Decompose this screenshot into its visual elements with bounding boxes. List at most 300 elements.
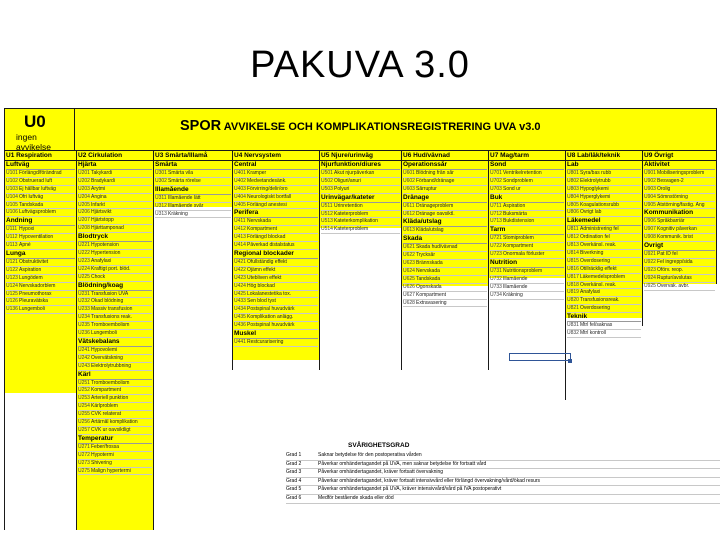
left-border <box>4 108 5 530</box>
code-row <box>6 209 75 217</box>
row-code: U621 <box>403 244 415 251</box>
row-code: U236 <box>78 330 90 337</box>
severity-table <box>286 442 720 504</box>
row-code: U821 <box>567 305 579 312</box>
code-row <box>6 170 75 178</box>
row-label: Oliguri/anuri <box>334 177 361 184</box>
u0-divider <box>74 108 75 150</box>
row-label: Sårruptur <box>416 185 437 192</box>
column-u3 <box>155 161 231 218</box>
code-row <box>321 218 400 226</box>
code-row <box>78 298 152 306</box>
row-code: U312 <box>155 202 167 209</box>
code-row <box>644 283 715 291</box>
code-row <box>6 306 75 314</box>
row-label: Övervak. avbr. <box>657 282 690 289</box>
row-label: Lokalanestetika tox. <box>247 290 292 297</box>
row-label: Biverkning <box>580 250 604 257</box>
code-row <box>234 178 318 186</box>
code-row <box>78 419 152 427</box>
row-label: Elektrolytrubb <box>580 177 611 184</box>
row-label: Språkbarriär <box>657 218 685 225</box>
code-row <box>644 186 715 194</box>
row-label: Smärta vila <box>168 170 194 176</box>
code-row <box>78 306 152 314</box>
row-code: U723 <box>490 251 502 258</box>
code-row <box>234 314 318 322</box>
row-code: U121 <box>6 259 18 266</box>
code-row <box>403 284 487 292</box>
code-row <box>78 209 152 217</box>
row-code: U421 <box>234 259 246 266</box>
row-code: U811 <box>567 226 579 233</box>
row-label: Läkemedelsproblem <box>580 273 626 280</box>
section-heading: Temperatur <box>78 435 152 444</box>
column-u1 <box>6 161 75 314</box>
row-code: U225 <box>78 273 90 280</box>
row-code: U924 <box>644 274 656 281</box>
code-row <box>490 235 564 243</box>
code-row <box>234 170 318 178</box>
row-label: Dränageproblem <box>416 202 454 209</box>
row-label: Överkänsl. reak. <box>580 242 617 249</box>
column-u9 <box>644 161 715 291</box>
row-code: U732 <box>490 275 502 282</box>
row-label: Hypovolemi <box>91 346 118 353</box>
row-label: Bradykardi <box>91 177 115 184</box>
code-row <box>155 170 231 178</box>
row-code: U501 <box>321 170 333 176</box>
code-row <box>155 178 231 186</box>
code-row <box>234 306 318 314</box>
column-header: U4 Nervsystem <box>234 152 281 159</box>
code-row <box>567 266 641 274</box>
row-code: U813 <box>567 242 579 249</box>
row-label: Kärlproblem <box>91 403 118 410</box>
row-code: U424 <box>234 282 246 289</box>
row-label: Sen blod tyst <box>247 298 276 305</box>
code-row <box>567 202 641 210</box>
code-row <box>78 194 152 202</box>
row-label: Hypertension <box>91 250 121 257</box>
code-row <box>567 282 641 290</box>
row-code: U103 <box>6 185 18 192</box>
row-code: U626 <box>403 283 415 290</box>
row-code: U206 <box>78 209 90 216</box>
row-label: Påverkad distalstatus <box>247 242 295 249</box>
code-row <box>321 170 400 178</box>
row-code: U601 <box>403 170 415 176</box>
code-row <box>78 217 152 225</box>
row-label: Ruptur/avslutas <box>657 274 692 281</box>
row-code: U113 <box>6 242 18 249</box>
row-code: U302 <box>155 177 167 184</box>
code-row <box>6 298 75 306</box>
row-label: Postspinal huvudvärk <box>247 306 295 313</box>
row-code: U412 <box>234 226 246 233</box>
code-row <box>403 276 487 284</box>
row-code: U222 <box>78 250 90 257</box>
code-row <box>321 203 400 211</box>
row-code: U255 <box>78 411 90 418</box>
column-u5 <box>321 161 400 234</box>
code-row <box>490 284 564 292</box>
row-label: Ofri luftväg <box>19 193 44 200</box>
code-row <box>490 203 564 211</box>
row-label: Besvagen-2 <box>657 177 684 184</box>
severity-row <box>286 486 720 495</box>
row-label: Pleuravätska <box>19 298 48 305</box>
row-code: U802 <box>567 177 579 184</box>
code-row <box>78 225 152 233</box>
row-code: U273 <box>78 459 90 466</box>
row-label: Kompartment <box>91 387 122 394</box>
code-row <box>78 387 152 395</box>
code-row <box>490 170 564 178</box>
code-row <box>403 252 487 260</box>
code-row <box>6 186 75 194</box>
row-label: Angina <box>91 193 107 200</box>
row-code: U622 <box>403 252 415 259</box>
row-code: U722 <box>490 243 502 250</box>
row-code: U603 <box>403 185 415 192</box>
row-label: Överkänsl. reak. <box>580 281 617 288</box>
code-row <box>490 186 564 194</box>
code-row <box>78 178 152 186</box>
row-label: Luftvägsproblem <box>19 209 56 216</box>
row-code: U435 <box>234 314 246 321</box>
row-code: U907 <box>644 226 656 233</box>
code-row <box>6 234 75 242</box>
row-code: U136 <box>6 306 18 313</box>
row-code: U241 <box>78 346 90 353</box>
code-row <box>78 266 152 274</box>
code-row <box>644 218 715 226</box>
row-code: U102 <box>6 177 18 184</box>
row-label: Förlängd blockad <box>247 234 286 241</box>
top-border <box>4 108 716 109</box>
section-heading: Urinvägar/kateter <box>321 194 400 203</box>
row-label: Överdosering <box>580 305 611 312</box>
row-label: Hjärttamponad <box>91 225 124 232</box>
slide-title: PAKUVA 3.0 <box>250 44 470 86</box>
row-code: U423 <box>234 274 246 281</box>
row-code: U613 <box>403 227 415 234</box>
code-row <box>78 330 152 338</box>
code-row <box>567 274 641 282</box>
code-row <box>6 267 75 275</box>
code-row <box>234 298 318 306</box>
row-label: Illamående <box>503 275 528 282</box>
code-row <box>644 178 715 186</box>
row-code: U441 <box>234 339 246 346</box>
row-code: U253 <box>78 395 90 402</box>
row-code: U104 <box>6 193 18 200</box>
row-label: Sond ur <box>503 185 521 192</box>
row-code: U242 <box>78 354 90 361</box>
row-code: U611 <box>403 202 415 209</box>
code-row <box>78 170 152 178</box>
row-label: Illamående svår <box>168 202 204 209</box>
code-row <box>403 203 487 211</box>
row-label: Utebliven effekt <box>247 274 282 281</box>
severity-row <box>286 452 720 461</box>
section-heading: Sond <box>490 161 564 170</box>
row-label: Hög blockad <box>247 282 275 289</box>
row-label: Sondproblem <box>503 177 533 184</box>
row-label: Orolig <box>657 185 671 192</box>
code-row <box>234 275 318 283</box>
code-row <box>490 268 564 276</box>
row-label: Ökad blödning <box>91 298 124 305</box>
row-code: U805 <box>567 201 579 208</box>
row-code: U122 <box>6 266 18 273</box>
code-row <box>567 194 641 202</box>
row-label: Ojämn effekt <box>247 266 276 273</box>
row-label: Tandskada <box>416 275 441 282</box>
row-label: Anafylaxi <box>91 257 112 264</box>
code-row <box>490 276 564 284</box>
code-row <box>78 411 152 419</box>
row-label: Kompartment <box>416 291 447 298</box>
severity-grade: Grad 3 <box>286 469 302 476</box>
row-label: Aspiration <box>19 266 42 273</box>
code-row <box>490 211 564 219</box>
code-row <box>78 202 152 210</box>
row-label: Kateterproblem <box>334 226 369 233</box>
column-header: U6 Hud/vävnad <box>403 152 450 159</box>
row-code: U713 <box>490 218 502 225</box>
row-label: Takykardi <box>91 170 113 176</box>
code-row <box>78 355 152 363</box>
severity-row <box>286 469 720 478</box>
row-code: U804 <box>567 193 579 200</box>
code-row <box>234 283 318 291</box>
sheet-banner <box>180 117 541 135</box>
row-code: U301 <box>155 170 167 176</box>
row-label: Tromboembolism <box>91 379 130 386</box>
code-row <box>155 203 231 211</box>
row-label: Bukdistension <box>503 218 535 225</box>
row-code: U257 <box>78 426 90 433</box>
code-row <box>567 178 641 186</box>
severity-grade: Grad 2 <box>286 460 302 467</box>
column-header: U7 Mag/tarm <box>490 152 530 159</box>
row-label: Sömnstörning <box>657 193 688 200</box>
row-code: U405 <box>234 201 246 208</box>
row-label: Extravasering <box>416 299 447 306</box>
row-label: Dränage oavsiktl. <box>416 210 455 217</box>
code-row <box>234 322 318 330</box>
row-code: U815 <box>567 257 579 264</box>
row-label: Apné <box>19 242 31 249</box>
row-label: Elektrolytrubbning <box>91 362 132 369</box>
row-code: U207 <box>78 217 90 224</box>
row-code: U105 <box>6 201 18 208</box>
row-code: U612 <box>403 210 415 217</box>
code-row <box>321 211 400 219</box>
row-label: Kognitiv påverkan <box>657 226 697 233</box>
col-divider <box>232 150 233 370</box>
row-code: U503 <box>321 185 333 192</box>
code-row <box>78 460 152 468</box>
code-row <box>644 251 715 259</box>
code-row <box>78 291 152 299</box>
code-row <box>403 292 487 300</box>
code-row <box>403 268 487 276</box>
section-heading: Andning <box>6 217 75 226</box>
section-heading: Regional blockader <box>234 250 318 259</box>
row-label: Lungemboli <box>19 306 45 313</box>
u0-block <box>6 110 74 152</box>
row-label: Arteriell punktion <box>91 395 129 402</box>
code-row <box>78 468 152 476</box>
column-u6 <box>403 161 487 307</box>
row-label: Postspinal huvudvärk <box>247 322 295 329</box>
code-row <box>644 275 715 283</box>
code-row <box>234 194 318 202</box>
code-row <box>78 274 152 282</box>
row-label: Medvetandesänk. <box>247 177 287 184</box>
row-code: U414 <box>234 242 246 249</box>
row-code: U803 <box>567 185 579 192</box>
row-label: Kramper <box>247 170 267 176</box>
column-u8 <box>567 161 641 338</box>
row-code: U921 <box>644 251 656 258</box>
code-row <box>403 244 487 252</box>
code-row <box>644 234 715 242</box>
severity-title: SVÅRIGHETSGRAD <box>348 442 410 449</box>
row-label: CVK ur oavsiktligt <box>91 426 131 433</box>
row-code: U401 <box>234 170 246 176</box>
code-row <box>403 178 487 186</box>
row-label: Malign hypertermi <box>91 467 131 474</box>
fill-handle[interactable] <box>568 359 572 363</box>
banner-bottom-border <box>4 150 716 151</box>
row-label: Kraftigt port. blöd. <box>91 265 131 272</box>
row-label: Kompartment <box>247 226 278 233</box>
section-heading: Blödning/koag <box>78 282 152 291</box>
code-row <box>567 330 641 338</box>
section-heading: Central <box>234 161 318 170</box>
code-row <box>6 259 75 267</box>
code-row <box>567 250 641 258</box>
code-row <box>490 218 564 226</box>
severity-text: Påverkar omhändertagandet, kräver fortsatt övervakning <box>318 469 444 476</box>
code-row <box>234 242 318 250</box>
severity-text: Saknar betydelse för den postoperativa vården <box>318 452 422 458</box>
code-row <box>234 234 318 242</box>
code-row <box>6 202 75 210</box>
row-label: Illamående lätt <box>168 194 201 201</box>
row-code: U514 <box>321 226 333 233</box>
row-label: CVK relaterat <box>91 411 122 418</box>
row-label: Illamående <box>503 283 528 290</box>
code-row <box>403 211 487 219</box>
section-heading: Teknik <box>567 313 641 322</box>
code-row <box>567 322 641 330</box>
row-label: Ordination fel <box>580 234 610 241</box>
code-row <box>234 186 318 194</box>
row-label: Restcurarisering <box>247 339 284 346</box>
column-header: U5 Njure/urinväg <box>321 152 374 159</box>
banner-spor: SPOR <box>180 118 222 134</box>
row-label: Obstruktivitet <box>19 259 49 266</box>
row-label: Kräkning <box>168 210 188 217</box>
row-code: U101 <box>6 170 18 176</box>
code-row <box>490 292 564 300</box>
row-code: U817 <box>567 273 579 280</box>
row-code: U231 <box>78 290 90 297</box>
row-code: U512 <box>321 210 333 217</box>
col-divider <box>319 150 320 370</box>
section-heading: Operationssår <box>403 161 487 170</box>
row-label: Komplikation anlägg. <box>247 314 294 321</box>
row-label: Förlängd anestesi <box>247 201 287 208</box>
section-heading: Perifera <box>234 209 318 218</box>
code-row <box>234 259 318 267</box>
row-code: U721 <box>490 235 502 242</box>
row-label: Skada hud/vävnad <box>416 244 458 251</box>
right-border <box>716 108 717 284</box>
code-row <box>490 178 564 186</box>
section-heading: Blodtryck <box>78 233 152 242</box>
row-code: U908 <box>644 234 656 241</box>
row-label: Syra/bas rubb <box>580 170 612 176</box>
row-code: U311 <box>155 194 167 201</box>
severity-grade: Grad 1 <box>286 452 302 458</box>
row-code: U701 <box>490 170 502 176</box>
section-heading: Nutrition <box>490 259 564 268</box>
row-code: U232 <box>78 298 90 305</box>
code-row <box>644 202 715 210</box>
row-label: Övrigt lab <box>580 209 602 216</box>
row-label: Nervskada <box>416 268 440 275</box>
code-row <box>644 194 715 202</box>
code-row <box>6 226 75 234</box>
row-code: U903 <box>644 185 656 192</box>
row-label: Kläda/utslag <box>416 227 444 234</box>
code-row <box>78 452 152 460</box>
code-row <box>321 178 400 186</box>
row-code: U433 <box>234 298 246 305</box>
code-row <box>78 242 152 250</box>
code-row <box>567 297 641 305</box>
row-label: Urinretention <box>334 202 363 209</box>
row-label: Administrering fel <box>580 226 619 233</box>
section-heading: Dränage <box>403 194 487 203</box>
column-header: U8 Lab/läk/teknik <box>567 152 621 159</box>
row-code: U425 <box>234 290 246 297</box>
row-label: Hypoxi <box>19 226 35 233</box>
code-row <box>78 250 152 258</box>
selected-cell[interactable] <box>509 353 571 361</box>
row-code: U224 <box>78 265 90 272</box>
code-row <box>644 170 715 178</box>
section-heading: Övrigt <box>644 242 715 251</box>
column-header: U9 Övrigt <box>644 152 674 159</box>
column-header: U1 Respiration <box>6 152 52 159</box>
row-code: U814 <box>567 250 579 257</box>
code-row <box>567 258 641 266</box>
code-row <box>78 427 152 435</box>
section-heading: Kläda/utslag <box>403 218 487 227</box>
row-code: U221 <box>78 242 90 249</box>
row-code: U203 <box>78 185 90 192</box>
section-heading: Illamående <box>155 186 231 195</box>
row-code: U271 <box>78 443 90 450</box>
row-label: Ögonskada <box>416 283 442 290</box>
